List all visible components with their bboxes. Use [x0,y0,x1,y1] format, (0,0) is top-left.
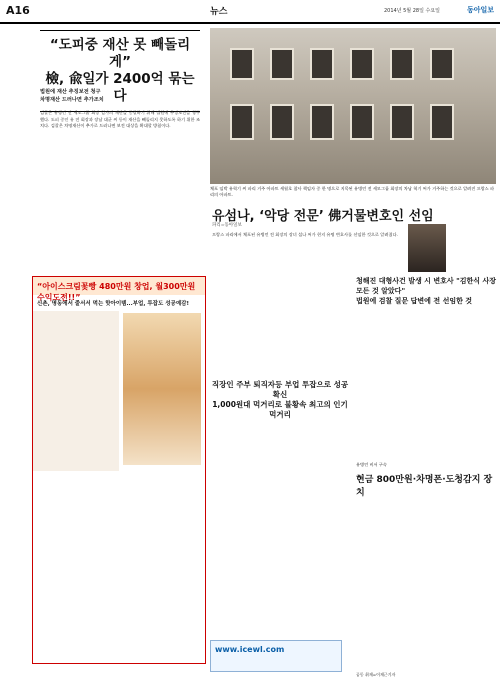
page-header [0,0,500,24]
article1-body: 검찰은 유병언 전 세모그룹 회장 일가의 재산을 동결하기 위해 법원에 추징보전을 청구했다. 도피 중인 유 전 회장과 장남 대균 씨 등이 재산을 빼돌리지 못하도록 하기 위한 조치다. 검찰은 차명재산이 추가로 드러나면 보전 대상을 확대할 방침이다. [40,110,200,129]
photo-caption: 체포 임박 유혁기 씨 파리 거주 아파트 세월호 참사 책임자 중 한 명으로 지목된 유병언 전 세모그룹 회장의 차남 혁기 씨가 거주하는 것으로 알려진 프랑스 파리의 아파트. [210,186,495,197]
newspaper-logo: 동아일보 [466,6,494,14]
page-number: A16 [6,4,30,17]
article2-title: 유섬나, ‘악당 전문’ 佛거물변호인 선임 [212,209,434,224]
article2-body: 프랑스 파리에서 체포된 유병언 전 회장의 장녀 섬나 씨가 현지 유명 변호사를 선임한 것으로 알려졌다. [212,232,398,237]
article2-byline: 파리=동아일보 [212,223,242,228]
ad-left-panel [33,311,119,471]
section-title: 뉴스 [210,7,228,17]
issue-date: 2014년 5월 28일 수요일 [383,8,440,14]
icecream-bread-photo [123,313,201,465]
ad-website[interactable]: www.icewl.com [215,645,285,654]
sidebar-footer: 공동 취재=이재근기자 [356,672,396,677]
sidebar-headline-2: 현금 800만원·차명폰·도청감지 장치 [356,475,493,498]
lawyer-portrait [408,224,446,272]
ad-promo: 직장인 주부 퇴직자등 부업 투잡으로 성공확신 1,000원대 먹거리로 불황속 최고의 인기 먹거리 [211,380,349,419]
article1-subtitle: 법원에 재산 추징보전 청구 차명재산 드러나면 추가조치 [40,89,104,103]
apartment-photo [210,28,496,184]
article1-quote-title: “도피중 재산 못 빼돌리게” [49,37,191,70]
sidebar-headline: 청해진 대형사건 발생 시 변호사 "김한식 사장 모든 것 알았다" 법원에 검찰 질문 답변에 전 선임한 것 [356,277,496,305]
ad-title: “아이스크림꽃빵 480만원 창업, 월300만원 수익도전!!” [37,282,196,302]
franchise-ad [32,276,206,664]
article1-main-title: 檢, 兪일가 2400억 묶는다 [45,71,195,104]
ad-website-box [210,640,342,672]
sidebar-kicker: 유병언 비서 구속 [356,462,387,467]
ad-tagline: 신촌, 명동에서 줄서서 먹는 핫아이템...부업, 투잡도 성공예감! [37,301,189,307]
